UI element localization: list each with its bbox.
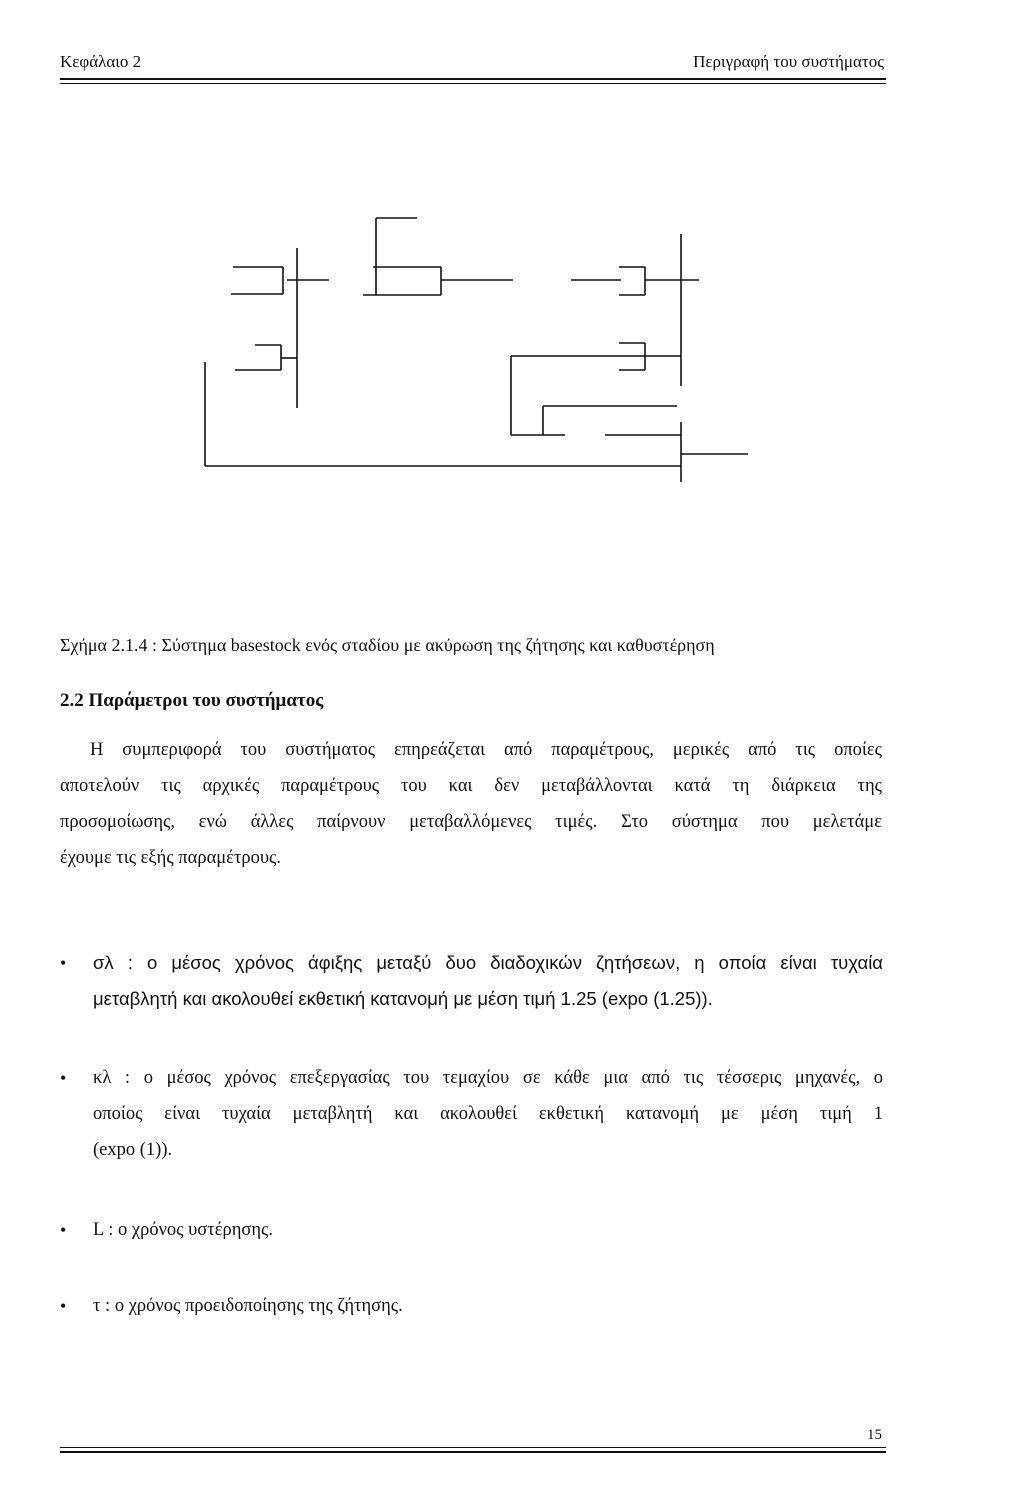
intro-paragraph bbox=[60, 732, 882, 876]
bullet-item-lag bbox=[93, 1212, 883, 1248]
bullet-line: L : ο χρόνος υστέρησης. bbox=[93, 1220, 273, 1240]
figure-caption: Σχήμα 2.1.4 : Σύστημα basestock ενός σταδίου με ακύρωση της ζήτησης και καθυστέρηση bbox=[60, 635, 715, 655]
section-heading: 2.2 Παράμετροι του συστήματος bbox=[60, 690, 324, 711]
basestock-system-diagram bbox=[195, 210, 760, 490]
bullet-line: (expo (1)). bbox=[93, 1140, 173, 1160]
bullet-marker: • bbox=[60, 1068, 67, 1088]
bullet-marker: • bbox=[60, 1220, 67, 1240]
header-rule bbox=[60, 78, 886, 80]
bullet-line: κλ : ο μέσος χρόνος επεξεργασίας του τεμαχίου σε κάθε μια από τις τέσσερις μηχανές, ο bbox=[93, 1068, 883, 1088]
bullet-item-tau bbox=[93, 1288, 883, 1324]
header-chapter: Κεφάλαιο 2 bbox=[60, 52, 142, 71]
paragraph-line: προσομοίωσης, ενώ άλλες παίρνουν μεταβαλλόμενες τιμές. Στο σύστημα που μελετάμε bbox=[60, 812, 882, 832]
header-section-title: Περιγραφή του συστήματος bbox=[693, 52, 884, 71]
bullet-line: σλ : ο μέσος χρόνος άφιξης μεταξύ δυο διαδοχικών ζητήσεων, η οποία είναι τυχαία bbox=[93, 952, 883, 973]
bullet-line: οποίος είναι τυχαία μεταβλητή και ακολουθεί εκθετική κατανομή με μέση τιμή 1 bbox=[93, 1104, 883, 1124]
footer-rule-thin bbox=[60, 1447, 886, 1448]
bullet-marker: • bbox=[60, 953, 67, 973]
bullet-line: τ : ο χρόνος προειδοποίησης της ζήτησης. bbox=[93, 1296, 403, 1316]
paragraph-line: Η συμπεριφορά του συστήματος επηρεάζεται από παραμέτρους, μερικές από τις οποίες bbox=[90, 740, 882, 760]
paragraph-line: αποτελούν τις αρχικές παραμέτρους του και δεν μεταβάλλονται κατά τη διάρκεια της bbox=[60, 776, 882, 796]
page-number: 15 bbox=[867, 1427, 882, 1443]
paragraph-line: έχουμε τις εξής παραμέτρους. bbox=[60, 848, 281, 868]
footer-rule bbox=[60, 1451, 886, 1453]
header-rule-thin bbox=[60, 83, 886, 84]
bullet-item-sigma bbox=[93, 945, 883, 1017]
bullet-marker: • bbox=[60, 1296, 67, 1316]
bullet-item-kappa bbox=[93, 1060, 883, 1168]
bullet-line: μεταβλητή και ακολουθεί εκθετική κατανομή με μέση τιμή 1.25 (expo (1.25)). bbox=[93, 988, 713, 1009]
